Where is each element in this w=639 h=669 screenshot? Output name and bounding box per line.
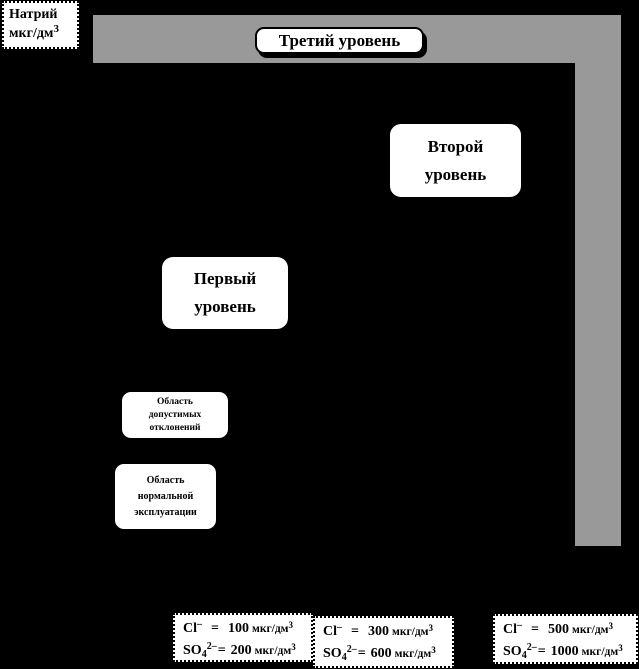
third-level-box	[255, 27, 424, 54]
second-level-label-line1: Второй	[427, 136, 484, 156]
index-subscript: 4	[201, 649, 207, 660]
charge-superscript: 2–	[346, 644, 357, 655]
concentration-value: 100	[227, 621, 249, 636]
concentration-value: 1000	[550, 644, 579, 659]
index-subscript: 4	[521, 650, 527, 661]
right-step-bar	[575, 63, 621, 546]
index-subscript: 4	[341, 652, 347, 663]
chem-symbol: SO	[323, 646, 342, 661]
second-level-label-line2: уровень	[424, 164, 487, 184]
unit-superscript: 3	[53, 23, 59, 35]
unit-superscript: 3	[288, 620, 294, 630]
unit-base: мкг/дм	[251, 623, 289, 635]
normal-line3: эксплуатации	[134, 506, 197, 518]
equals-sign: =	[211, 621, 219, 636]
charge-superscript: –	[197, 619, 202, 630]
third-level-label: Третий уровень	[278, 30, 401, 50]
chem-symbol: SO	[503, 644, 522, 659]
unit-label	[391, 623, 434, 638]
deviations-region-box	[122, 392, 228, 438]
threshold-box-3	[493, 614, 638, 664]
y-axis-label-box	[2, 1, 79, 49]
threshold-box-2	[313, 616, 454, 668]
sulfate-value-2	[323, 643, 450, 665]
deviations-line1: Область	[157, 396, 193, 407]
charge-superscript: 2–	[206, 641, 217, 652]
first-level-box	[162, 257, 288, 329]
deviations-line2: допустимых	[148, 409, 202, 420]
first-level-label-line2: уровень	[194, 297, 256, 316]
sulfate-value-3	[503, 641, 634, 663]
normal-operation-region-box	[115, 464, 216, 529]
concentration-value: 300	[367, 624, 389, 639]
equals-sign: =	[357, 646, 366, 661]
unit-superscript: 3	[608, 621, 614, 631]
charge-superscript: –	[517, 620, 522, 631]
equals-sign: =	[537, 644, 546, 659]
unit-base: мкг/дм	[254, 645, 292, 657]
unit-base: мкг/дм	[581, 646, 619, 658]
chloride-value-1	[183, 618, 309, 640]
concentration-value: 500	[547, 622, 569, 637]
chem-symbol: Cl	[183, 621, 197, 636]
second-level-box	[390, 124, 521, 197]
chloride-value-2	[323, 621, 450, 643]
equals-sign: =	[351, 624, 359, 639]
chem-symbol: Cl	[323, 624, 337, 639]
deviations-line3: отклонений	[149, 422, 201, 433]
unit-label	[581, 643, 623, 658]
unit-label	[571, 621, 614, 636]
unit-superscript: 3	[431, 645, 436, 655]
unit-label	[254, 642, 296, 657]
charge-superscript: 2–	[526, 642, 537, 653]
normal-line1: Область	[146, 474, 185, 486]
unit-label	[394, 645, 436, 660]
charge-superscript: –	[337, 622, 342, 633]
equals-sign: =	[531, 622, 539, 637]
y-axis-label-line1: Натрий	[9, 7, 58, 22]
threshold-box-1	[173, 613, 313, 662]
unit-superscript: 3	[618, 643, 623, 653]
unit-label	[251, 620, 294, 635]
first-level-label-line1: Первый	[193, 269, 257, 288]
concentration-value: 200	[230, 643, 252, 658]
normal-line2: нормальной	[137, 490, 194, 502]
sulfate-value-1	[183, 640, 309, 662]
unit-superscript: 3	[428, 623, 434, 633]
unit-base: мкг/дм	[391, 626, 429, 638]
concentration-value: 600	[370, 646, 392, 661]
unit-base: мкг/дм	[9, 26, 54, 41]
chem-symbol: Cl	[503, 622, 517, 637]
chloride-value-3	[503, 619, 634, 641]
unit-superscript: 3	[291, 642, 296, 652]
chem-symbol: SO	[183, 643, 202, 658]
equals-sign: =	[217, 643, 226, 658]
y-axis-label-unit	[9, 24, 77, 44]
unit-base: мкг/дм	[394, 648, 432, 660]
unit-base: мкг/дм	[571, 624, 609, 636]
